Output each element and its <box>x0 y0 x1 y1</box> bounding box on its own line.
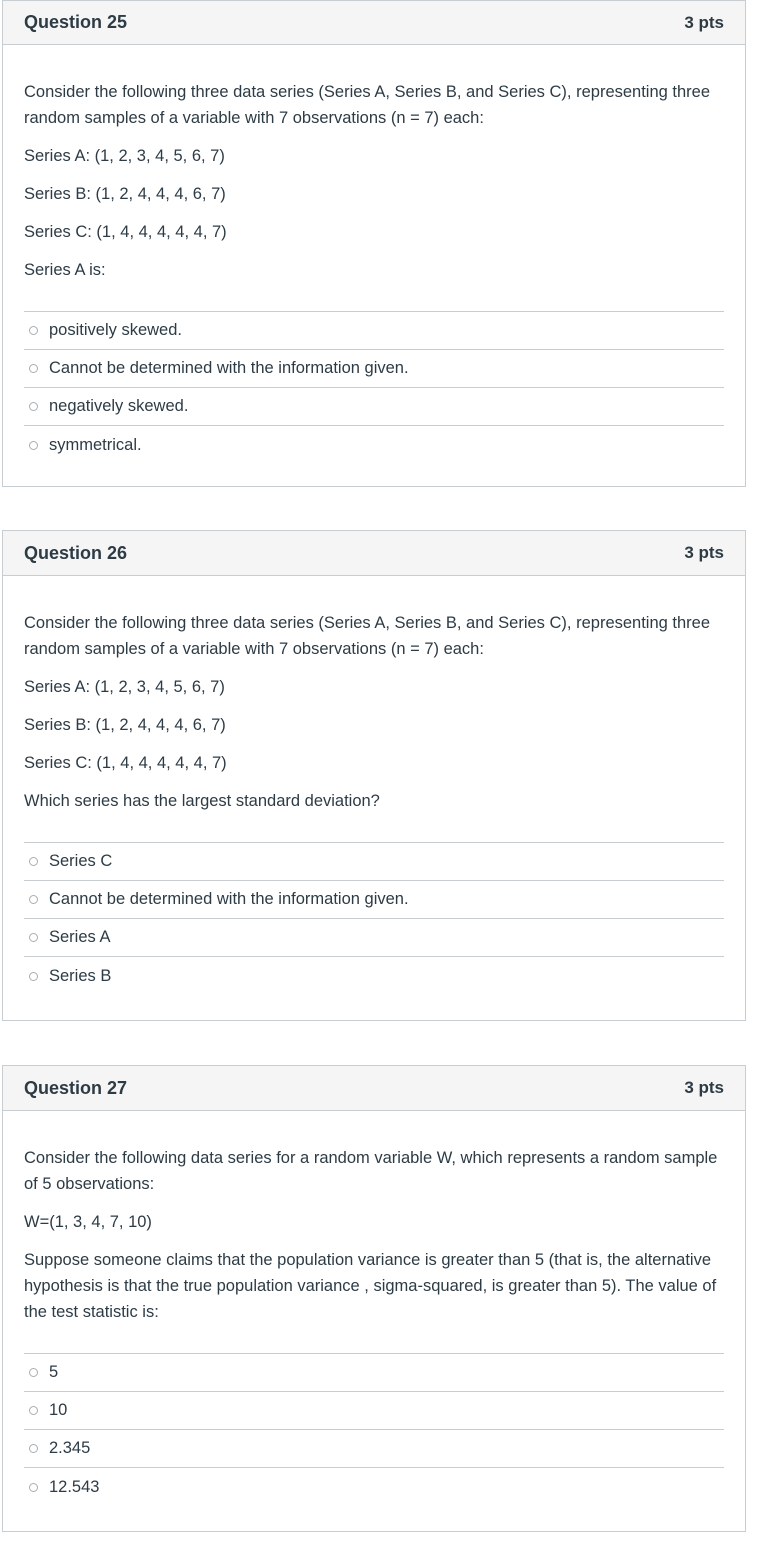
answer-label[interactable]: Series A <box>49 928 111 946</box>
answer-label[interactable]: 12.543 <box>49 1477 100 1496</box>
question-text: Series B: (1, 2, 4, 4, 4, 6, 7) <box>24 185 226 203</box>
question-27 <box>2 1065 746 1532</box>
answer-option[interactable] <box>24 919 724 957</box>
question-26 <box>2 530 746 1021</box>
answer-label[interactable]: positively skewed. <box>49 321 182 339</box>
answer-label[interactable]: 2.345 <box>49 1439 91 1457</box>
answer-option[interactable] <box>24 388 724 426</box>
question-points: 3 pts <box>684 12 724 32</box>
question-header <box>3 1066 745 1111</box>
answer-option[interactable] <box>24 1430 724 1468</box>
radio-button[interactable] <box>29 402 38 411</box>
radio-button[interactable] <box>29 364 38 373</box>
question-text: Series C: (1, 4, 4, 4, 4, 4, 7) <box>24 223 227 241</box>
radio-button[interactable] <box>29 857 38 866</box>
question-25 <box>2 0 746 487</box>
question-prompt: Series A is: <box>24 261 106 279</box>
question-text: Series C: (1, 4, 4, 4, 4, 4, 7) <box>24 754 227 772</box>
radio-button[interactable] <box>29 895 38 904</box>
radio-button[interactable] <box>29 933 38 942</box>
answer-option[interactable] <box>24 881 724 919</box>
question-text: W=(1, 3, 4, 7, 10) <box>24 1213 152 1231</box>
answer-label[interactable]: Series B <box>49 966 112 985</box>
answer-label[interactable]: Cannot be determined with the information given. <box>49 359 409 377</box>
answer-option[interactable] <box>24 312 724 350</box>
question-body <box>3 576 745 995</box>
question-title: Question 27 <box>24 1077 128 1098</box>
answer-list <box>24 311 724 464</box>
question-text: Series A: (1, 2, 3, 4, 5, 6, 7) <box>24 147 225 165</box>
question-title: Question 26 <box>24 542 128 563</box>
question-body <box>3 1111 745 1506</box>
radio-button[interactable] <box>29 326 38 335</box>
radio-button[interactable] <box>29 1444 38 1453</box>
answer-label[interactable]: Cannot be determined with the information given. <box>49 890 409 908</box>
question-points: 3 pts <box>684 1078 724 1097</box>
question-text: Series A: (1, 2, 3, 4, 5, 6, 7) <box>24 678 225 696</box>
question-body <box>3 45 745 464</box>
question-header <box>3 531 745 576</box>
answer-label[interactable]: negatively skewed. <box>49 397 189 415</box>
question-text: Series B: (1, 2, 4, 4, 4, 6, 7) <box>24 716 226 734</box>
radio-button[interactable] <box>29 972 38 981</box>
answer-option[interactable] <box>24 1354 724 1392</box>
answer-label[interactable]: Series C <box>49 852 113 870</box>
question-points: 3 pts <box>684 543 724 562</box>
answer-option[interactable] <box>24 426 724 464</box>
radio-button[interactable] <box>29 1368 38 1377</box>
question-prompt: Which series has the largest standard deviation? <box>24 792 380 810</box>
answer-option[interactable] <box>24 1468 724 1506</box>
radio-button[interactable] <box>29 441 38 450</box>
radio-button[interactable] <box>29 1483 38 1492</box>
answer-label[interactable]: 10 <box>49 1401 68 1419</box>
answer-list <box>24 1353 724 1506</box>
answer-list <box>24 842 724 995</box>
radio-button[interactable] <box>29 1406 38 1415</box>
answer-option[interactable] <box>24 1392 724 1430</box>
question-header <box>3 1 745 45</box>
question-text: Consider the following three data series (Series A, Series B, and Series C), representing three random samples of a variable with 7 observations (n = 7) each: <box>24 83 711 127</box>
answer-option[interactable] <box>24 843 724 881</box>
question-text: Consider the following data series for a random variable W, which represents a random sample of 5 observations: <box>24 1149 718 1193</box>
answer-label[interactable]: 5 <box>49 1363 59 1381</box>
question-text: Consider the following three data series (Series A, Series B, and Series C), representing three random samples of a variable with 7 observations (n = 7) each: <box>24 614 711 658</box>
question-title: Question 25 <box>24 12 128 32</box>
question-prompt: Suppose someone claims that the population variance is greater than 5 (that is, the alternative hypothesis is that the true population variance , sigma-squared, is greater than 5). The value of the test statistic is: <box>24 1251 717 1321</box>
answer-option[interactable] <box>24 957 724 995</box>
answer-label[interactable]: symmetrical. <box>49 435 142 454</box>
answer-option[interactable] <box>24 350 724 388</box>
